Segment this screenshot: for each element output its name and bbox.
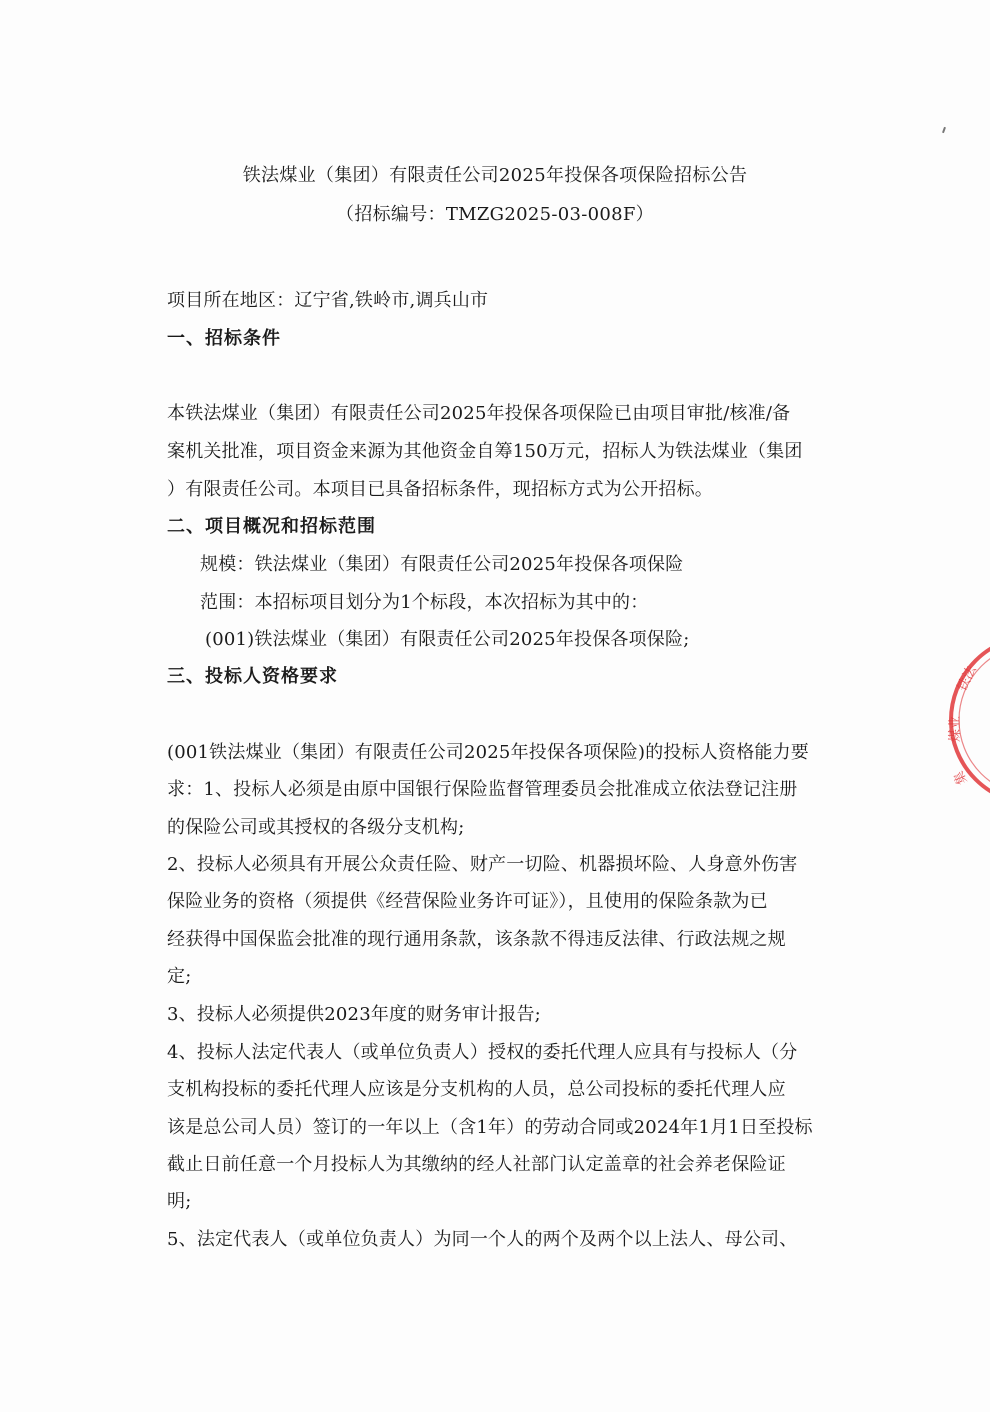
paragraph-line: 该是总公司人员）签订的一年以上（含1年）的劳动合同或2024年1月1日至投标 bbox=[167, 1117, 813, 1138]
tender-code: （招标编号：TMZG2025-03-008F） bbox=[336, 204, 654, 225]
document-title: 铁法煤业（集团）有限责任公司2025年投保各项保险招标公告 bbox=[242, 165, 748, 186]
paragraph-line: 保险业务的资格（须提供《经营保险业务许可证》），且使用的保险条款为已 bbox=[167, 891, 768, 912]
svg-text:煤业: 煤业 bbox=[948, 715, 963, 742]
paragraph-line: 明; bbox=[167, 1191, 192, 1212]
paragraph-line: (001铁法煤业（集团）有限责任公司2025年投保各项保险)的投标人资格能力要 bbox=[167, 742, 810, 763]
paragraph-line: 案机关批准，项目资金来源为其他资金自筹150万元，招标人为铁法煤业（集团 bbox=[167, 441, 803, 462]
scope-line: 范围：本招标项目划分为1个标段，本次招标为其中的： bbox=[200, 592, 649, 613]
paragraph-line: 5、法定代表人（或单位负责人）为同一个人的两个及两个以上法人、母公司、 bbox=[167, 1229, 798, 1250]
company-seal bbox=[945, 632, 990, 808]
project-location: 项目所在地区：辽宁省,铁岭市,调兵山市 bbox=[167, 290, 489, 311]
paragraph-line: 截止日前任意一个月投标人为其缴纳的经人社部门认定盖章的社会养老保险证 bbox=[167, 1154, 786, 1175]
paragraph-line: ）有限责任公司。本项目已具备招标条件，现招标方式为公开招标。 bbox=[167, 479, 713, 500]
svg-text:铁法: 铁法 bbox=[955, 663, 980, 694]
scale-line: 规模：铁法煤业（集团）有限责任公司2025年投保各项保险 bbox=[200, 554, 684, 575]
section-heading-2: 二、项目概况和招标范围 bbox=[167, 516, 376, 537]
lot-line: (001)铁法煤业（集团）有限责任公司2025年投保各项保险; bbox=[205, 629, 690, 650]
paragraph-line: 4、投标人法定代表人（或单位负责人）授权的委托代理人应具有与投标人（分 bbox=[167, 1042, 798, 1063]
paragraph-line: 的保险公司或其授权的各级分支机构; bbox=[167, 817, 465, 838]
paragraph-line: 求：1、投标人必须是由原中国银行保险监督管理委员会批准成立依法登记注册 bbox=[167, 779, 798, 800]
svg-text:集: 集 bbox=[951, 768, 971, 787]
paragraph-line: 2、投标人必须具有开展公众责任险、财产一切险、机器损坏险、人身意外伤害 bbox=[167, 854, 798, 875]
paragraph-line: 本铁法煤业（集团）有限责任公司2025年投保各项保险已由项目审批/核准/备 bbox=[167, 403, 791, 424]
paragraph-line: 定; bbox=[167, 966, 192, 987]
scan-speck bbox=[942, 127, 946, 133]
paragraph-line: 3、投标人必须提供2023年度的财务审计报告; bbox=[167, 1004, 541, 1025]
section-heading-1: 一、招标条件 bbox=[167, 328, 281, 349]
paragraph-line: 支机构投标的委托代理人应该是分支机构的人员，总公司投标的委托代理人应 bbox=[167, 1079, 786, 1100]
paragraph-line: 经获得中国保监会批准的现行通用条款，该条款不得违反法律、行政法规之规 bbox=[167, 929, 786, 950]
section-heading-3: 三、投标人资格要求 bbox=[167, 666, 338, 687]
